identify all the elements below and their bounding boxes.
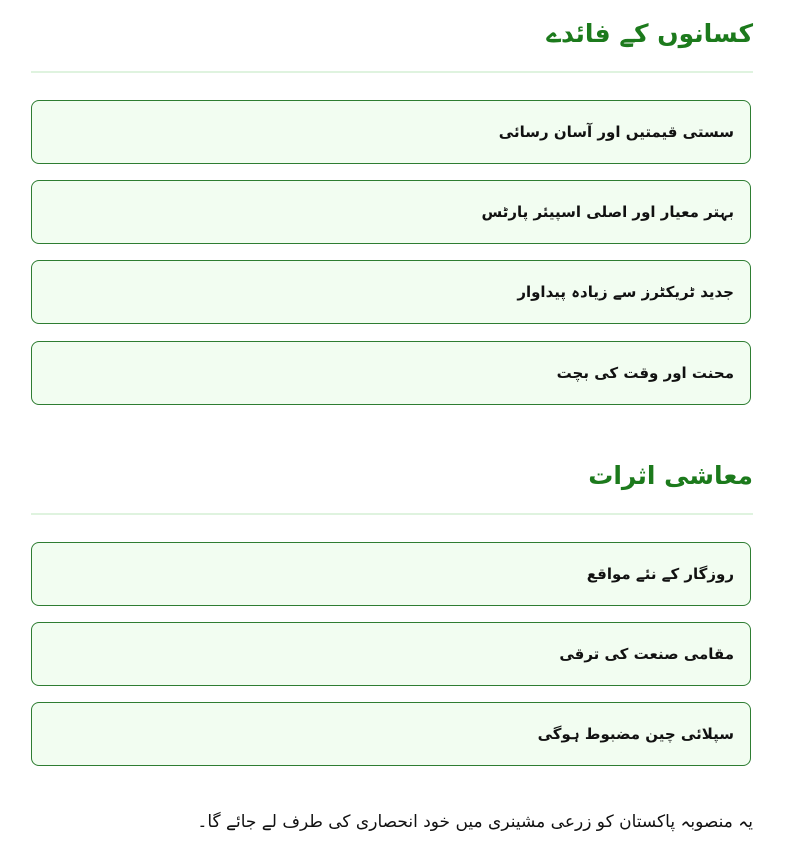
economic-impacts-title: معاشی اثرات (588, 461, 753, 490)
economic-impact-label: روزگار کے نئے مواقع (586, 565, 734, 583)
economic-impact-label: مقامی صنعت کی ترقی (559, 645, 734, 663)
economic-impacts-divider (31, 513, 753, 515)
conclusion-text: یہ منصوبہ پاکستان کو زرعی مشینری میں خود انحصاری کی طرف لے جائے گا۔ (197, 812, 753, 832)
economic-impact-card-3 (31, 702, 751, 766)
farmer-benefit-label: محنت اور وقت کی بچت (556, 364, 734, 382)
farmer-benefit-label: بہتر معیار اور اصلی اسپیئر پارٹس (481, 203, 734, 221)
economic-impact-card-2 (31, 622, 751, 686)
farmer-benefits-title: کسانوں کے فائدے (546, 19, 753, 48)
farmer-benefit-label: جدید ٹریکٹرز سے زیادہ پیداوار (517, 283, 734, 301)
farmer-benefit-card-3 (31, 260, 751, 324)
farmer-benefit-card-2 (31, 180, 751, 244)
farmer-benefit-card-4 (31, 341, 751, 405)
farmer-benefit-card-1 (31, 100, 751, 164)
economic-impact-card-1 (31, 542, 751, 606)
farmer-benefits-divider (31, 71, 753, 73)
farmer-benefit-label: سستی قیمتیں اور آسان رسائی (498, 123, 734, 141)
economic-impact-label: سپلائی چین مضبوط ہوگی (537, 725, 734, 743)
